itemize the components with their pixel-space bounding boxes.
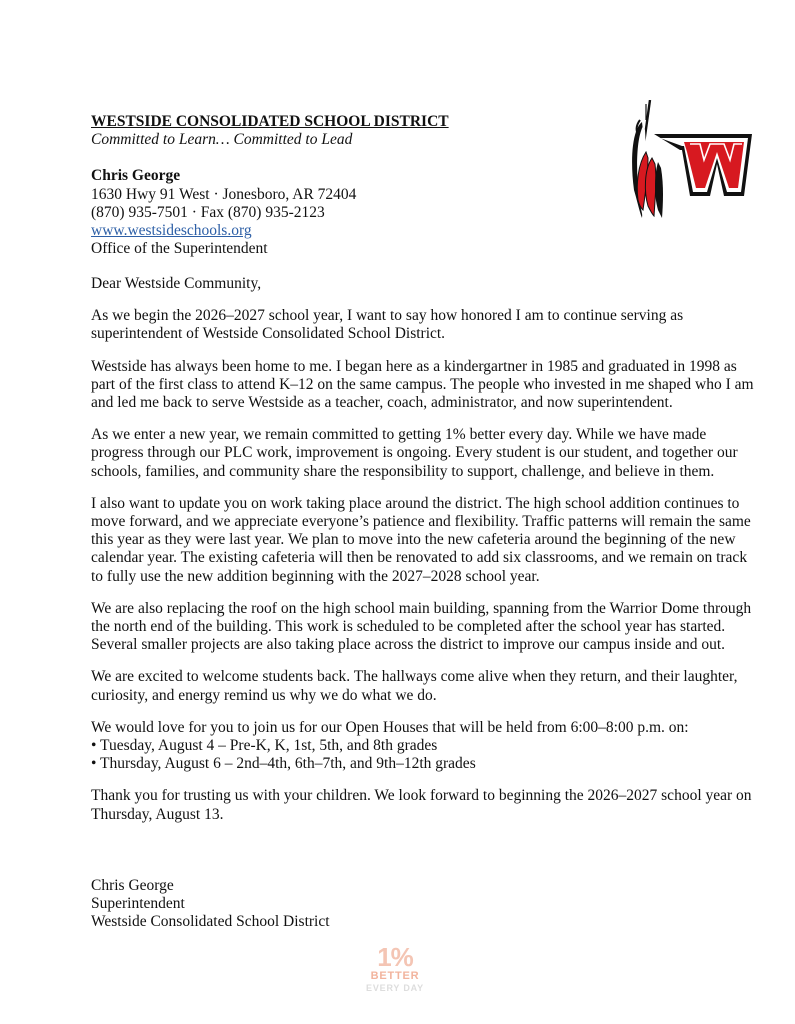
paragraph-6: We are excited to welcome students back. The hallways come alive when they return, and their laughter, curiosity, and energy remind us why we do what we do. (91, 668, 738, 704)
website-link[interactable]: www.westsideschools.org (91, 222, 252, 240)
open-house-section (91, 719, 759, 774)
closing-paragraph: Thank you for trusting us with your children. We look forward to beginning the 2026–2027 school year on Thursday, August 13. (91, 787, 752, 823)
paragraph-3: As we enter a new year, we remain committed to getting 1% better every day. While we have made progress through our PLC work, improvement is ongoing. Every student is our student, and together our schools, families, and community share the responsibility to support, challenge, and believe in them. (91, 426, 738, 480)
sender-name: Chris George (91, 167, 181, 185)
open-house-date-2: • Thursday, August 6 – 2nd–4th, 6th–7th, and 9th–12th grades (91, 755, 476, 773)
badge-line-2: EVERY DAY (366, 983, 424, 993)
phone-fax: (870) 935-7501 · Fax (870) 935-2123 (91, 203, 325, 221)
signature-organization: Westside Consolidated School District (91, 913, 330, 931)
paragraph-4: I also want to update you on work taking place around the district. The high school addition continues to move forward, and we appreciate everyone’s patience and flexibility. Traffic patterns will remain the same this year as they were last year. We plan to move into the new cafeteria around the beginning of the new calendar year. The existing cafeteria will then be renovated to add six classrooms, and we remain on track to fully use the new addition beginning with the 2027–2028 school year. (91, 494, 751, 585)
salutation: Dear Westside Community, (91, 275, 262, 292)
paragraph-1: As we begin the 2026–2027 school year, I want to say how honored I am to continue serving as superintendent of Westside Consolidated School District. (91, 307, 684, 343)
office-title: Office of the Superintendent (91, 240, 268, 258)
paragraph-5: We are also replacing the roof on the high school main building, spanning from the Warrior Dome through the north end of the building. This work is scheduled to be completed after the school year has started. Several smaller projects are also taking place across the district to improve our campus inside and out. (91, 599, 752, 654)
org-name: WESTSIDE CONSOLIDATED SCHOOL DISTRICT (91, 113, 449, 130)
warriors-logo (624, 100, 754, 226)
signature-block (91, 877, 491, 932)
open-house-date-1: • Tuesday, August 4 – Pre-K, K, 1st, 5th, and 8th grades (91, 737, 438, 755)
feather-icon (632, 100, 663, 218)
badge-line-1: BETTER (370, 970, 420, 982)
paragraph-2: Westside has always been home to me. I began here as a kindergartner in 1985 and graduated in 1998 as part of the first class to attend K–12 on the same campus. The people who invested in me shaped who I am and led me back to serve Westside as a teacher, coach, administrator, and now superintendent. (91, 357, 754, 412)
address: 1630 Hwy 91 West · Jonesboro, AR 72404 (91, 185, 357, 203)
w-letter-icon (654, 134, 752, 196)
signature-name: Chris George (91, 877, 174, 894)
open-house-intro: We would love for you to join us for our Open Houses that will be held from 6:00–8:00 p.m. on: (91, 718, 689, 736)
tagline: Committed to Learn… Committed to Lead (91, 131, 353, 149)
letter-body (91, 275, 759, 838)
badge-number: 1% (377, 942, 413, 972)
signature-title: Superintendent (91, 895, 185, 913)
letterhead (91, 113, 611, 258)
better-every-day-badge (355, 944, 435, 1004)
